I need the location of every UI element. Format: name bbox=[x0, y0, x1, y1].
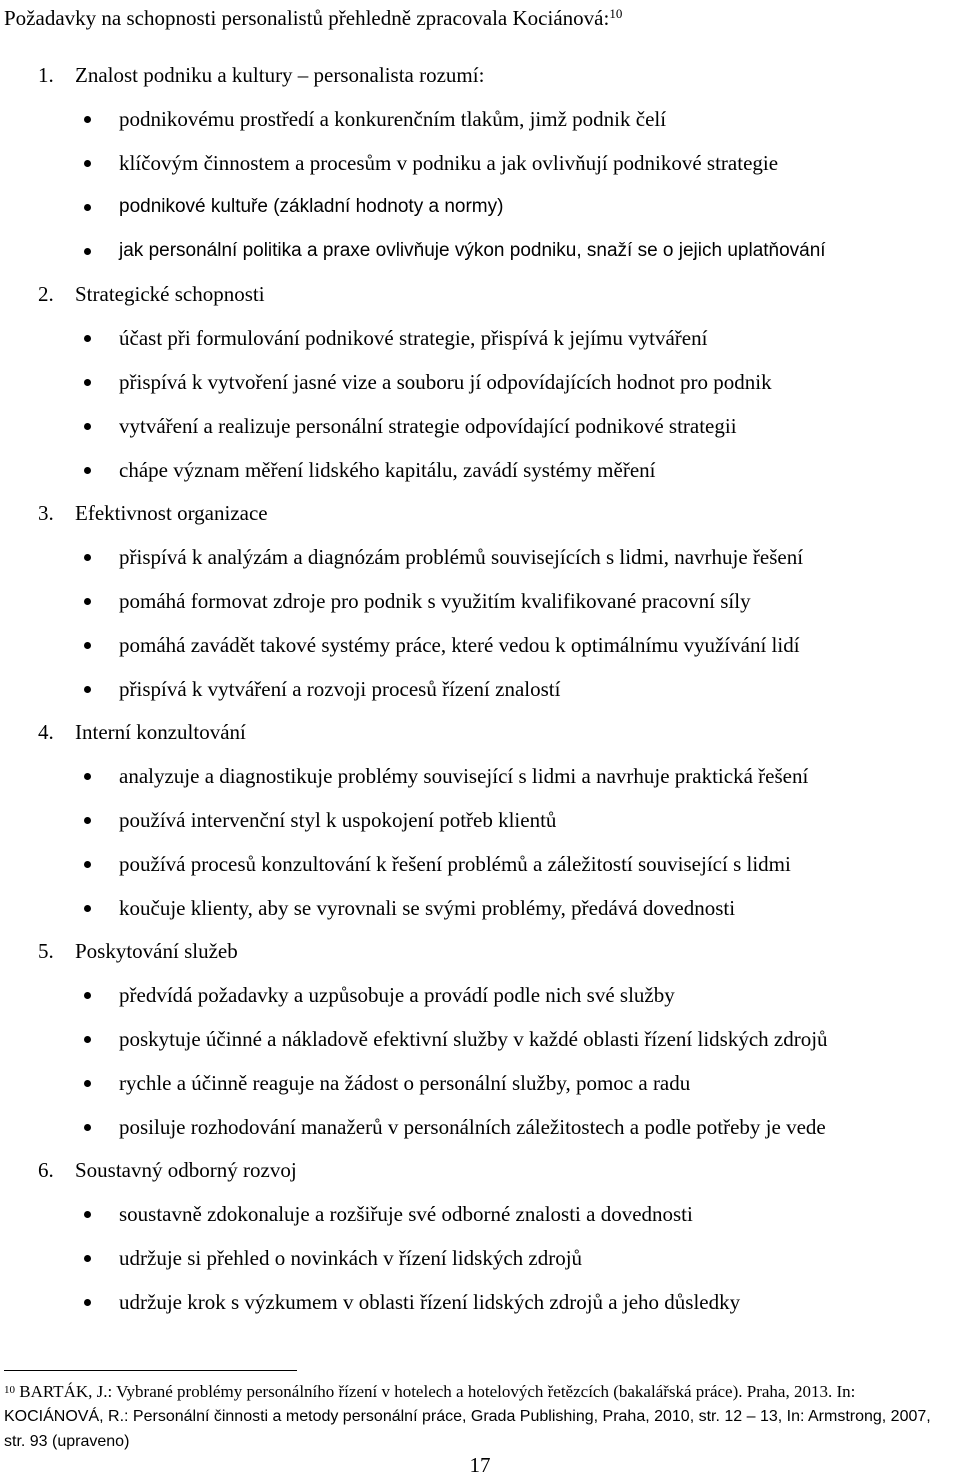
footnote-text-part2: KOCIÁNOVÁ, R.: Personální činnosti a metody personální práce, Grada Publishing, Praha, 2010, str. 12 – 13, In: Armstrong, 2007, str. 93 (upraveno) bbox=[4, 1408, 931, 1450]
bullet-icon bbox=[84, 1255, 91, 1262]
bullet-icon bbox=[84, 1211, 91, 1218]
bullet-icon bbox=[84, 686, 91, 693]
list-item: přispívá k analýzám a diagnózám problémů souvisejících s lidmi, navrhuje řešení bbox=[80, 543, 803, 571]
list-item: používá procesů konzultování k řešení problémů a záležitostí související s lidmi bbox=[80, 850, 791, 878]
list-item: chápe význam měření lidského kapitálu, zavádí systémy měření bbox=[80, 456, 655, 484]
section-number: 4. bbox=[38, 720, 54, 744]
bullet-icon bbox=[84, 116, 91, 123]
bullet-icon bbox=[84, 248, 91, 255]
section-number: 1. bbox=[38, 63, 54, 87]
section-heading-4 bbox=[38, 718, 246, 746]
bullet-icon bbox=[84, 204, 91, 211]
list-item: rychle a účinně reaguje na žádost o personální služby, pomoc a radu bbox=[80, 1069, 690, 1097]
list-item: koučuje klienty, aby se vyrovnali se svými problémy, předává dovednosti bbox=[80, 894, 735, 922]
list-item: přispívá k vytváření a rozvoji procesů řízení znalostí bbox=[80, 675, 560, 703]
bullet-icon bbox=[84, 335, 91, 342]
list-item: předvídá požadavky a uzpůsobuje a provádí podle nich své služby bbox=[80, 981, 675, 1009]
section-title: Strategické schopnosti bbox=[75, 282, 265, 306]
section-title: Efektivnost organizace bbox=[75, 501, 268, 525]
footnote-number: 10 bbox=[4, 1384, 15, 1396]
list-item: analyzuje a diagnostikuje problémy související s lidmi a navrhuje praktická řešení bbox=[80, 762, 808, 790]
section-number: 6. bbox=[38, 1158, 54, 1182]
list-item: soustavně zdokonaluje a rozšiřuje své odborné znalosti a dovednosti bbox=[80, 1200, 693, 1228]
list-item: udržuje krok s výzkumem v oblasti řízení lidských zdrojů a jeho důsledky bbox=[80, 1288, 740, 1316]
bullet-icon bbox=[84, 160, 91, 167]
bullet-icon bbox=[84, 642, 91, 649]
section-heading-1 bbox=[38, 61, 484, 89]
list-item: poskytuje účinné a nákladově efektivní služby v každé oblasti řízení lidských zdrojů bbox=[80, 1025, 828, 1053]
page-number: 17 bbox=[469, 1453, 491, 1477]
list-item: jak personální politika a praxe ovlivňuje výkon podniku, snaží se o jejich uplatňování bbox=[80, 237, 826, 265]
list-item: pomáhá zavádět takové systémy práce, které vedou k optimálnímu využívání lidí bbox=[80, 631, 800, 659]
section-heading-2 bbox=[38, 280, 265, 308]
section-title: Poskytování služeb bbox=[75, 939, 238, 963]
bullet-icon bbox=[84, 379, 91, 386]
list-item: podnikovému prostředí a konkurenčním tlakům, jimž podnik čelí bbox=[80, 105, 666, 133]
footnote-separator bbox=[4, 1370, 297, 1371]
list-item: účast při formulování podnikové strategie, přispívá k jejímu vytváření bbox=[80, 324, 707, 352]
bullet-icon bbox=[84, 817, 91, 824]
section-heading-5 bbox=[38, 937, 238, 965]
list-item: přispívá k vytvoření jasné vize a souboru jí odpovídajících hodnot pro podnik bbox=[80, 368, 772, 396]
intro-paragraph bbox=[4, 4, 622, 32]
list-item: udržuje si přehled o novinkách v řízení lidských zdrojů bbox=[80, 1244, 582, 1272]
section-title: Soustavný odborný rozvoj bbox=[75, 1158, 297, 1182]
bullet-icon bbox=[84, 467, 91, 474]
bullet-icon bbox=[84, 861, 91, 868]
bullet-icon bbox=[84, 992, 91, 999]
bullet-icon bbox=[84, 905, 91, 912]
bullet-icon bbox=[84, 1080, 91, 1087]
list-item: používá intervenční styl k uspokojení potřeb klientů bbox=[80, 806, 556, 834]
section-number: 2. bbox=[38, 282, 54, 306]
list-item: vytváření a realizuje personální strategie odpovídající podnikové strategii bbox=[80, 412, 737, 440]
bullet-icon bbox=[84, 773, 91, 780]
bullet-icon bbox=[84, 1036, 91, 1043]
list-item: podnikové kultuře (základní hodnoty a normy) bbox=[80, 193, 503, 221]
bullet-icon bbox=[84, 1124, 91, 1131]
bullet-icon bbox=[84, 423, 91, 430]
section-heading-6 bbox=[38, 1156, 297, 1184]
bullet-icon bbox=[84, 554, 91, 561]
section-number: 5. bbox=[38, 939, 54, 963]
section-title: Interní konzultování bbox=[75, 720, 246, 744]
list-item: klíčovým činnostem a procesům v podniku a jak ovlivňují podnikové strategie bbox=[80, 149, 778, 177]
section-number: 3. bbox=[38, 501, 54, 525]
bullet-icon bbox=[84, 1299, 91, 1306]
list-item: posiluje rozhodování manažerů v personálních záležitostech a podle potřeby je vede bbox=[80, 1113, 826, 1141]
list-item: pomáhá formovat zdroje pro podnik s využitím kvalifikované pracovní síly bbox=[80, 587, 751, 615]
footnote-reference: 10 bbox=[609, 6, 623, 21]
section-heading-3 bbox=[38, 499, 268, 527]
footnote bbox=[4, 1380, 954, 1454]
bullet-icon bbox=[84, 598, 91, 605]
section-title: Znalost podniku a kultury – personalista rozumí: bbox=[75, 63, 485, 87]
intro-text: Požadavky na schopnosti personalistů přehledně zpracovala Kociánová: bbox=[4, 6, 610, 30]
footnote-text-part1: BARTÁK, J.: Vybrané problémy personálního řízení v hotelech a hotelových řetězcích (bakalářská práce). Praha, 2013. In: bbox=[19, 1382, 856, 1401]
